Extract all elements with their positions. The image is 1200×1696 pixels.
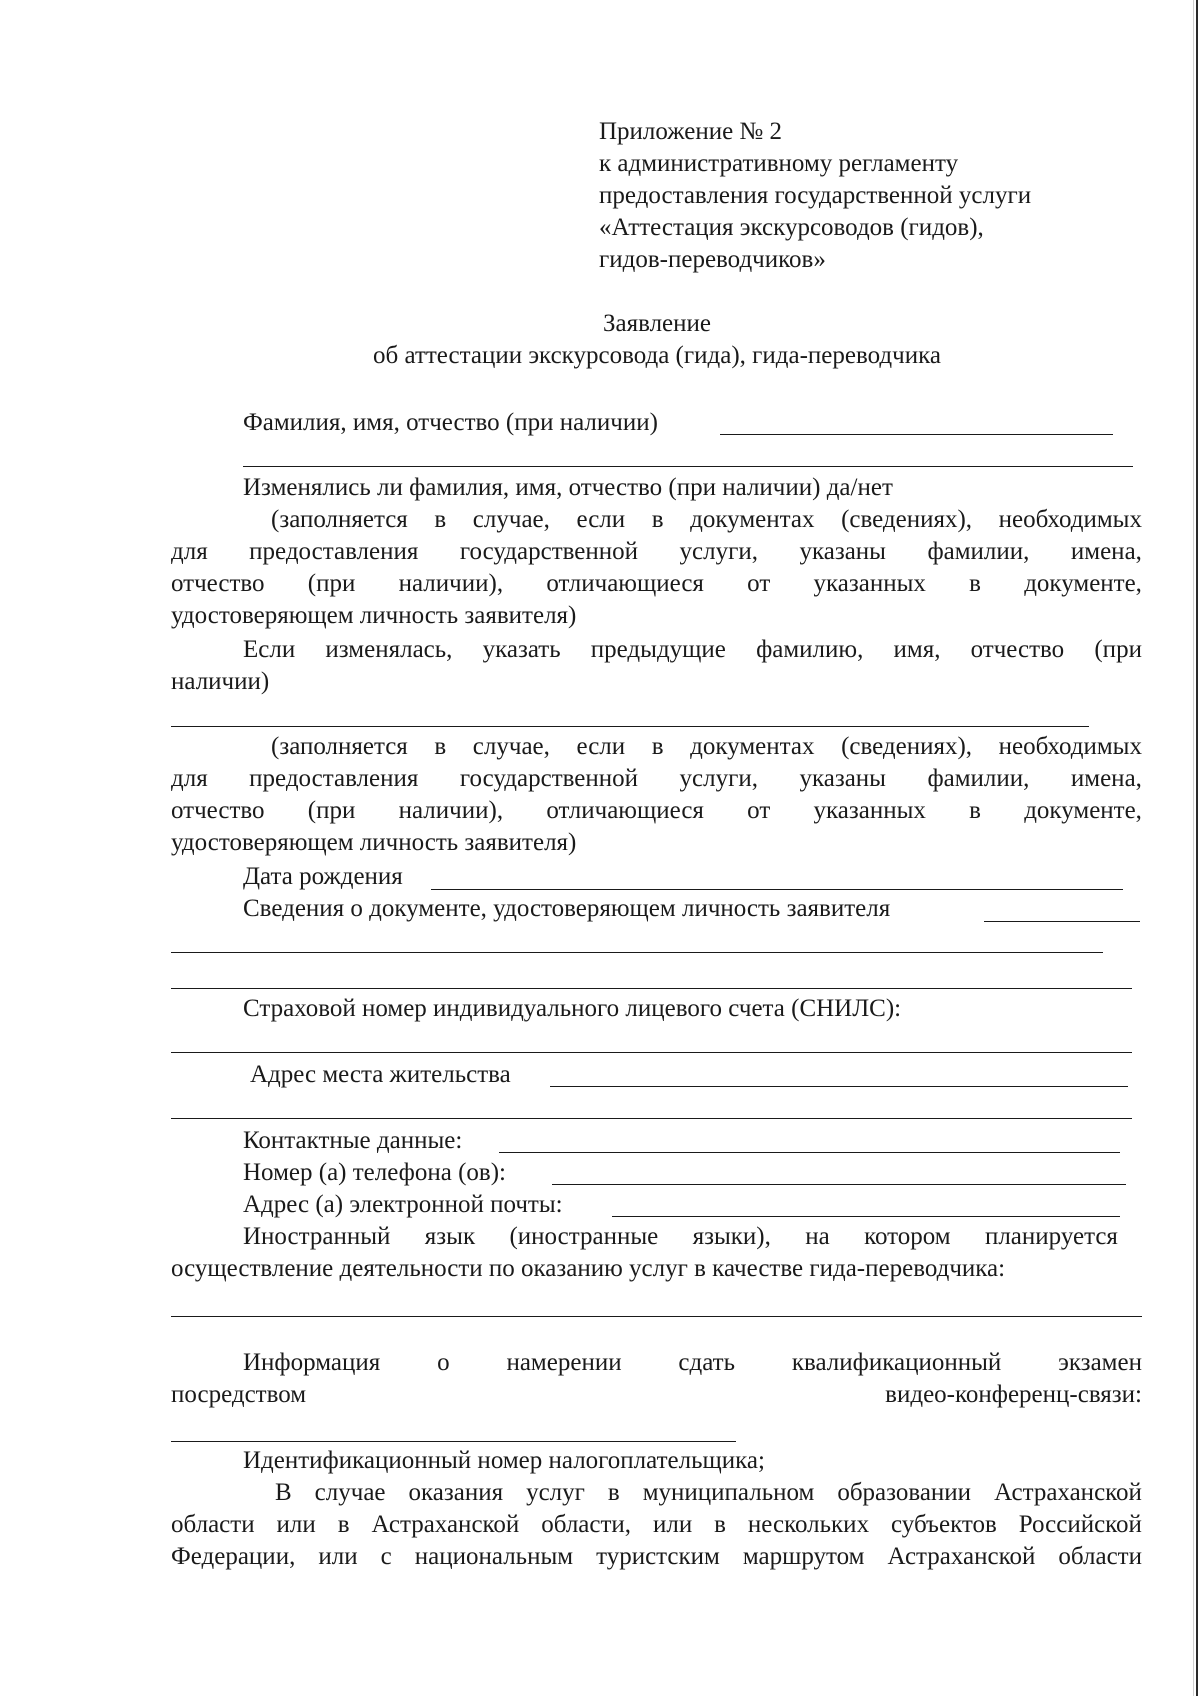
address-input-line[interactable] <box>550 1086 1128 1087</box>
note2-line-1: (заполняется в случае, если в документах (сведениях), необходимых <box>271 733 1142 760</box>
note1-line-1: (заполняется в случае, если в документах (сведениях), необходимых <box>271 506 1142 533</box>
municipal-line-2: области или в Астраханской области, или в нескольких субъектов Российской <box>171 1511 1142 1538</box>
address-label: Адрес места жительства <box>250 1061 511 1088</box>
phone-input-line[interactable] <box>552 1184 1126 1185</box>
contacts-input-line[interactable] <box>499 1152 1120 1153</box>
id-document-input-line-3[interactable] <box>171 988 1132 989</box>
language-line-2: осуществление деятельности по оказанию услуг в качестве гида-переводчика: <box>171 1255 1006 1282</box>
language-input-line[interactable] <box>171 1316 1142 1317</box>
name-changed-label: Изменялись ли фамилия, имя, отчество (при наличии) да/нет <box>243 474 893 501</box>
id-document-input-line[interactable] <box>984 921 1140 922</box>
email-label: Адрес (а) электронной почты: <box>243 1191 563 1218</box>
contacts-label: Контактные данные: <box>243 1127 463 1154</box>
fio-input-line-2[interactable] <box>243 466 1133 467</box>
video-line-1: Информация о намерении сдать квалификационный экзамен <box>243 1349 1142 1376</box>
prev-name-line-2: наличии) <box>171 668 270 695</box>
birth-date-label: Дата рождения <box>243 863 403 890</box>
id-document-input-line-2[interactable] <box>171 952 1103 953</box>
note1-line-3: отчество (при наличии), отличающиеся от указанных в документе, <box>171 570 1142 597</box>
page-edge <box>1196 0 1198 1696</box>
appendix-line-2: к административному регламенту <box>599 150 959 177</box>
note2-line-3: отчество (при наличии), отличающиеся от указанных в документе, <box>171 797 1142 824</box>
municipal-line-3: Федерации, или с национальным туристским маршрутом Астраханской области <box>171 1543 1142 1570</box>
video-input-line[interactable] <box>171 1441 736 1442</box>
appendix-line-3: предоставления государственной услуги <box>599 182 1032 209</box>
snils-label: Страховой номер индивидуального лицевого счета (СНИЛС): <box>243 995 902 1022</box>
page-edge-shadow <box>1193 0 1194 1696</box>
appendix-line-4: «Аттестация экскурсоводов (гидов), <box>599 214 984 241</box>
fio-label: Фамилия, имя, отчество (при наличии) <box>243 409 658 436</box>
prev-name-input-line[interactable] <box>171 726 1089 727</box>
note1-line-4: удостоверяющем личность заявителя) <box>171 602 577 629</box>
birth-date-input-line[interactable] <box>431 889 1123 890</box>
note2-line-2: для предоставления государственной услуги, указаны фамилии, имена, <box>171 765 1142 792</box>
appendix-number: Приложение № 2 <box>599 118 783 145</box>
municipal-line-1: В случае оказания услуг в муниципальном образовании Астраханской <box>275 1479 1142 1506</box>
inn-label: Идентификационный номер налогоплательщика; <box>243 1447 765 1474</box>
id-document-label: Сведения о документе, удостоверяющем личность заявителя <box>243 895 891 922</box>
email-input-line[interactable] <box>612 1216 1120 1217</box>
snils-input-line[interactable] <box>171 1052 1132 1053</box>
note1-line-2: для предоставления государственной услуги, указаны фамилии, имена, <box>171 538 1142 565</box>
address-input-line-2[interactable] <box>171 1118 1132 1119</box>
language-line-1: Иностранный язык (иностранные языки), на котором планируется <box>243 1223 1118 1250</box>
document-subtitle: об аттестации экскурсовода (гида), гида-переводчика <box>373 342 941 369</box>
appendix-line-5: гидов-переводчиков» <box>599 246 826 273</box>
document-title: Заявление <box>602 310 712 337</box>
prev-name-line-1: Если изменялась, указать предыдущие фамилию, имя, отчество (при <box>243 636 1142 663</box>
note2-line-4: удостоверяющем личность заявителя) <box>171 829 577 856</box>
phone-label: Номер (а) телефона (ов): <box>243 1159 506 1186</box>
fio-input-line[interactable] <box>720 434 1113 435</box>
video-line-2: посредством видео-конференц-связи: <box>171 1381 1142 1408</box>
